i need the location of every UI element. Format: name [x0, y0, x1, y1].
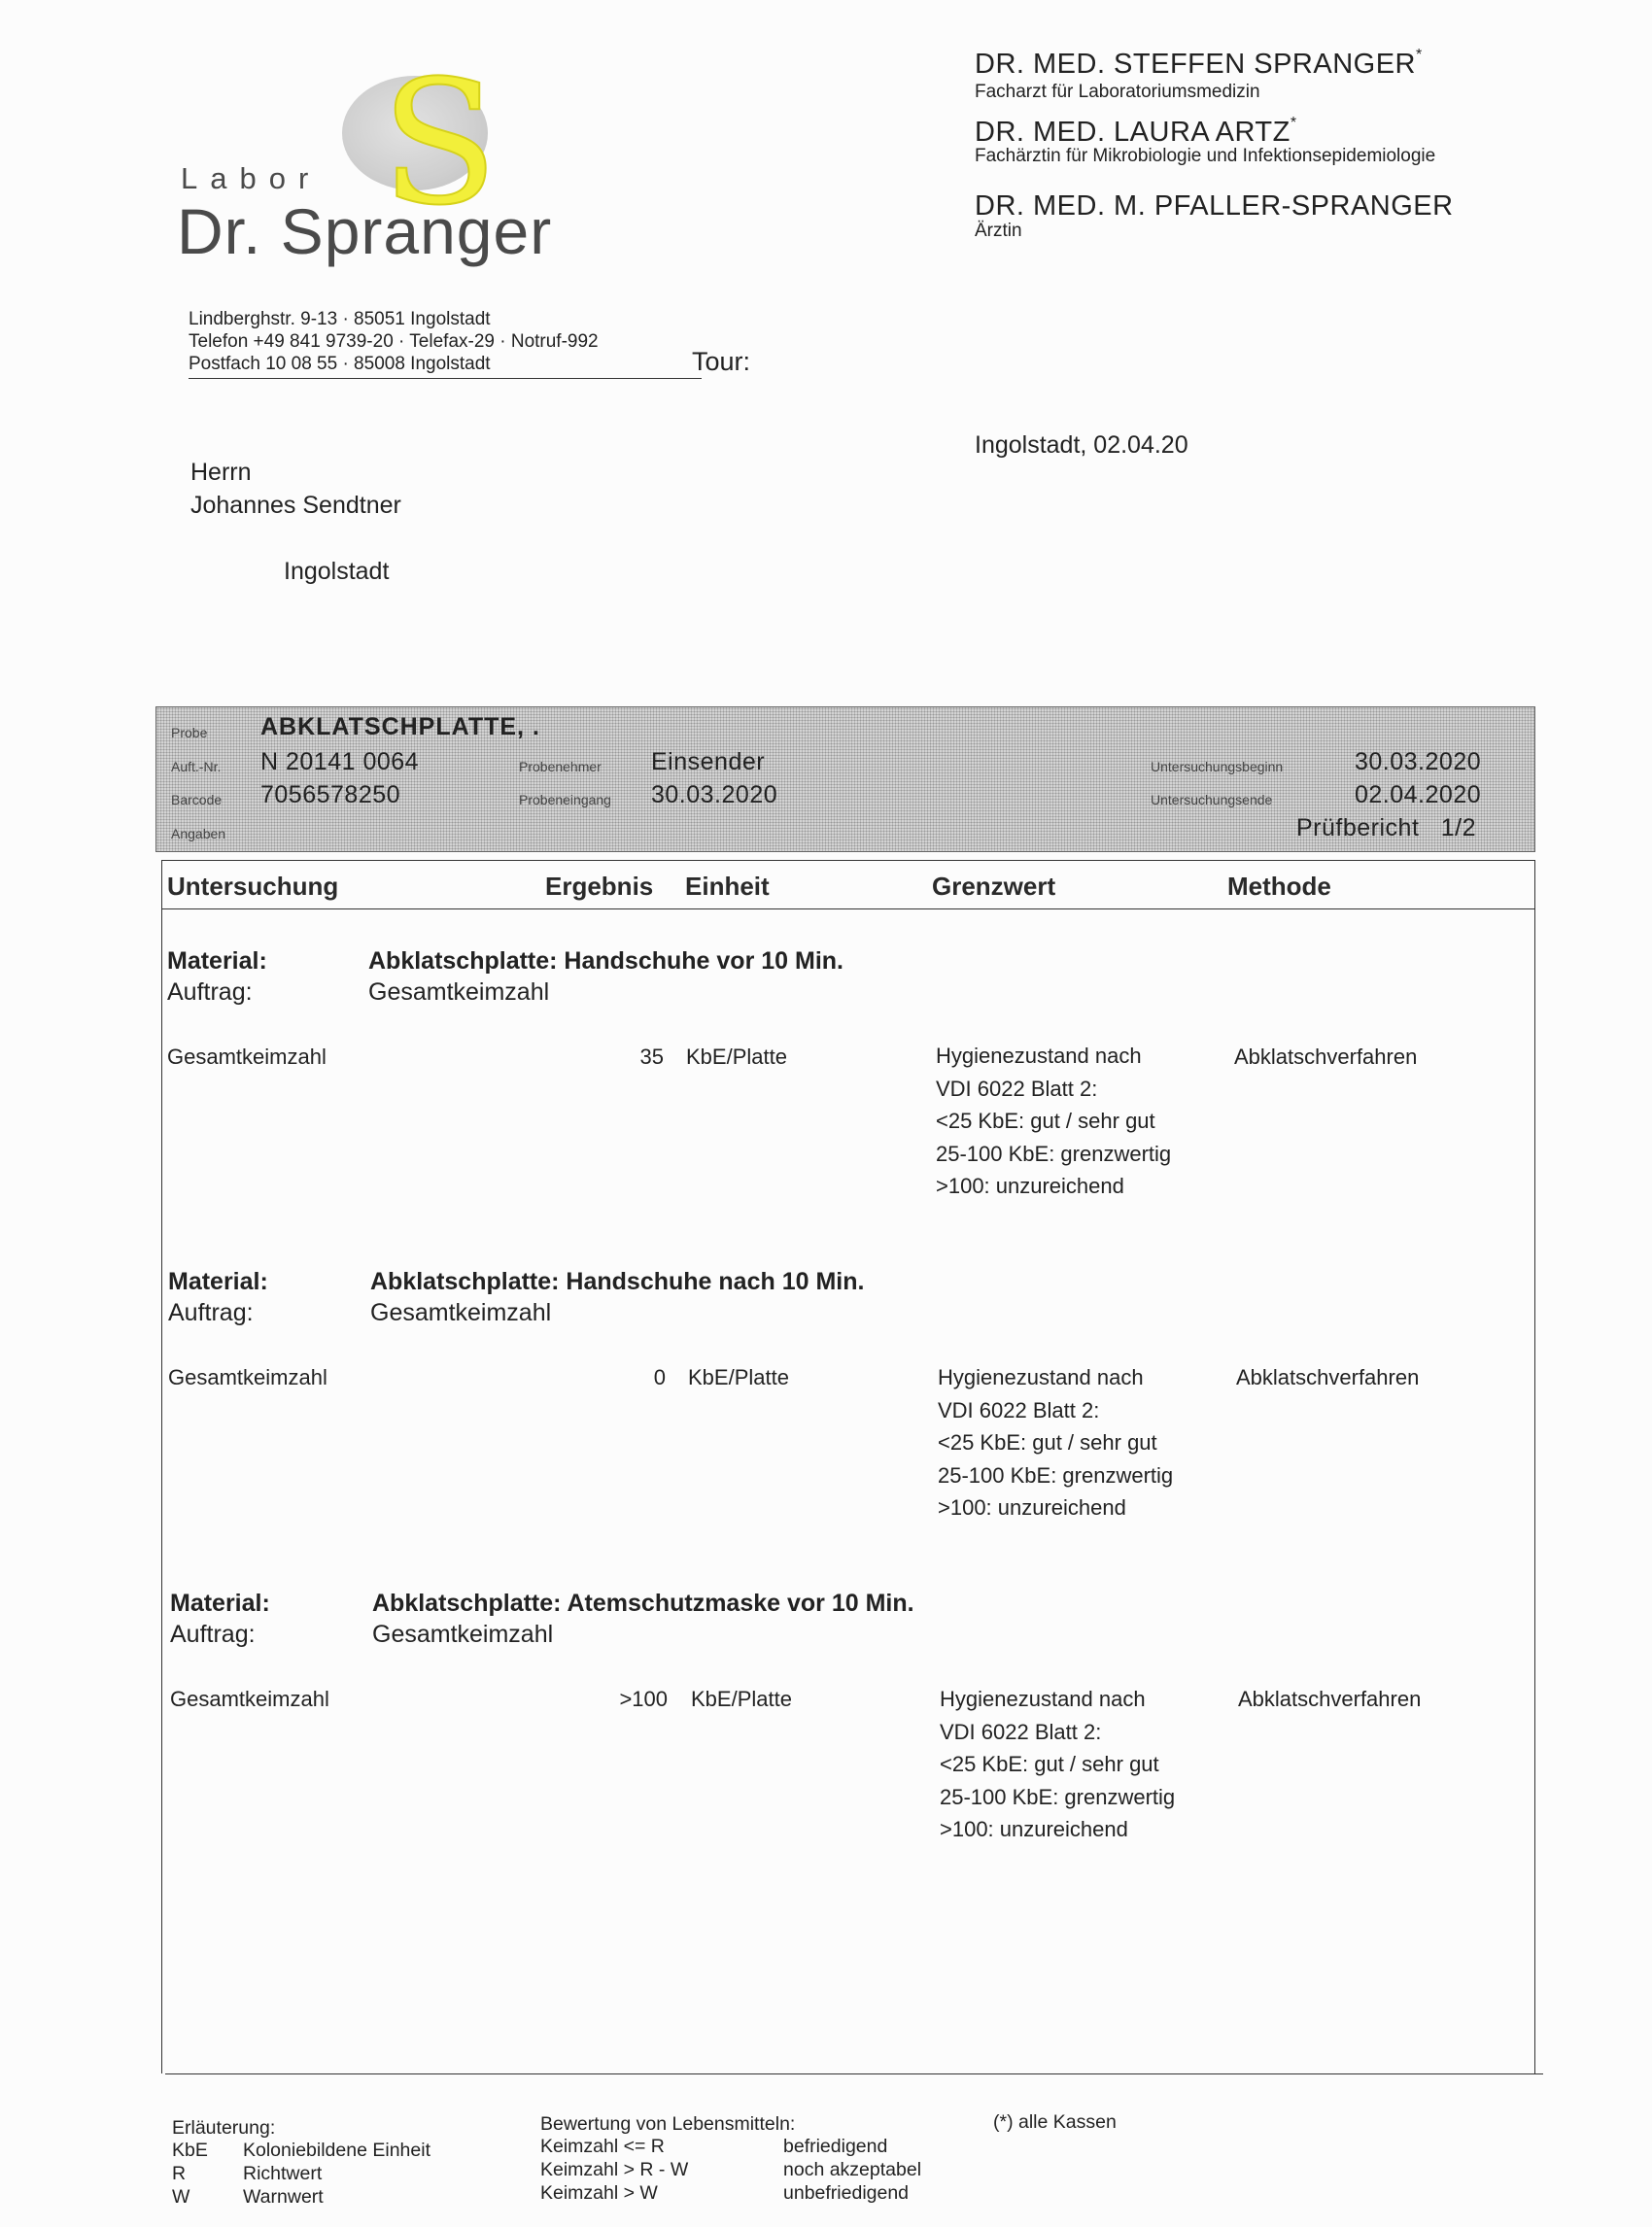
beginn-value: 30.03.2020 [1355, 748, 1482, 775]
block-1-auftrag-label: Auftrag: [167, 978, 253, 1006]
block-3-limit-3: <25 KbE: gut / sehr gut [940, 1752, 1159, 1776]
block-1-material: Abklatschplatte: Handschuhe vor 10 Min. [368, 947, 843, 975]
logo-monogram: S [381, 44, 499, 243]
results-frame-bottom [165, 2073, 1543, 2074]
address-line-3: Postfach 10 08 55 · 85008 Ingolstadt [189, 354, 491, 374]
col-header-line [161, 908, 1535, 909]
results-frame [161, 860, 1535, 2073]
block-3-test: Gesamtkeimzahl [170, 1687, 329, 1711]
rating-title: Bewertung von Lebensmitteln: [540, 2113, 796, 2135]
block-1-limit-2: VDI 6022 Blatt 2: [936, 1076, 1098, 1101]
doctor-1-name: DR. MED. STEFFEN SPRANGER [975, 49, 1416, 80]
block-2-test: Gesamtkeimzahl [168, 1365, 327, 1389]
block-3-material-label: Material: [170, 1590, 270, 1617]
logo-word-labor: Labor [181, 161, 322, 195]
block-1-material-label: Material: [167, 947, 267, 975]
ende-value: 02.04.2020 [1355, 781, 1482, 808]
rating-3-text: unbefriedigend [783, 2182, 910, 2204]
pruefbericht: Prüfbericht 1/2 [1296, 814, 1476, 841]
block-2-method: Abklatschverfahren [1236, 1365, 1420, 1389]
doctor-3-name: DR. MED. M. PFALLER-SPRANGER [975, 190, 1454, 222]
probe-label: Probe [171, 725, 208, 740]
col-untersuchung: Untersuchung [167, 872, 339, 901]
block-3-limit-2: VDI 6022 Blatt 2: [940, 1719, 1102, 1744]
legend-1-text: Koloniebildene Einheit [243, 2140, 430, 2161]
block-2-limit-1: Hygienezustand nach [938, 1365, 1144, 1389]
doctor-3-title: Ärztin [975, 221, 1022, 241]
block-1-unit: KbE/Platte [686, 1045, 787, 1069]
block-2-limit-4: 25-100 KbE: grenzwertig [938, 1462, 1174, 1488]
legend-2-text: Richtwert [243, 2163, 323, 2184]
address-line-2: Telefon +49 841 9739-20 · Telefax-29 · Notruf-992 [189, 331, 599, 352]
block-1-limit-4: 25-100 KbE: grenzwertig [936, 1141, 1172, 1166]
block-3-material: Abklatschplatte: Atemschutzmaske vor 10 Min. [372, 1590, 914, 1617]
block-2-unit: KbE/Platte [688, 1365, 789, 1389]
rating-2-text: noch akzeptabel [783, 2159, 922, 2180]
ende-label: Untersuchungsende [1151, 792, 1273, 807]
block-1-limit-1: Hygienezustand nach [936, 1044, 1142, 1068]
block-2-limit-5: >100: unzureichend [938, 1495, 1126, 1520]
rating-1-text: befriedigend [783, 2136, 888, 2157]
probenehmer-label: Probenehmer [519, 759, 602, 774]
block-2-material: Abklatschplatte: Handschuhe nach 10 Min. [370, 1268, 865, 1295]
date-place: Ingolstadt, 02.04.20 [975, 431, 1188, 459]
block-2-result: 0 [653, 1365, 666, 1389]
legend-title: Erläuterung: [172, 2117, 276, 2139]
doctor-2-title: Fachärztin für Mikrobiologie und Infektionsepidemiologie [975, 146, 1436, 166]
col-methode: Methode [1227, 872, 1331, 901]
block-1-result: 35 [639, 1045, 664, 1069]
doctor-1 [975, 49, 1423, 103]
block-2-auftrag-label: Auftrag: [168, 1299, 254, 1326]
legend-3-text: Warnwert [243, 2186, 324, 2208]
block-1-limit-3: <25 KbE: gut / sehr gut [936, 1109, 1155, 1133]
block-2-limits [938, 1361, 1173, 1525]
block-2-limit-2: VDI 6022 Blatt 2: [938, 1397, 1100, 1422]
probe-value: ABKLATSCHPLATTE, . [260, 713, 540, 740]
address-line-1: Lindberghstr. 9-13 · 85051 Ingolstadt [189, 309, 491, 329]
rating-2-cond: Keimzahl > R - W [540, 2159, 689, 2180]
col-grenzwert: Grenzwert [932, 872, 1056, 901]
recipient-city: Ingolstadt [284, 558, 390, 585]
doctor-1-title: Facharzt für Laboratoriumsmedizin [975, 82, 1260, 102]
rating-3-cond: Keimzahl > W [540, 2182, 658, 2204]
barcode-label: Barcode [171, 792, 223, 807]
recipient-salutation: Herrn [190, 459, 252, 486]
block-1-limits [936, 1040, 1171, 1203]
probenehmer-value: Einsender [651, 748, 766, 775]
block-3-auftrag: Gesamtkeimzahl [372, 1621, 554, 1648]
block-1-auftrag: Gesamtkeimzahl [368, 978, 550, 1006]
block-3-limits [940, 1683, 1175, 1846]
block-3-auftrag-label: Auftrag: [170, 1621, 256, 1648]
block-1-limit-5: >100: unzureichend [936, 1174, 1124, 1198]
block-2-limit-3: <25 KbE: gut / sehr gut [938, 1430, 1157, 1455]
col-ergebnis: Ergebnis [545, 872, 654, 901]
legend-1-abbr: KbE [172, 2140, 208, 2161]
doctor-2-name: DR. MED. LAURA ARTZ [975, 117, 1291, 148]
auft-value: N 20141 0064 [260, 748, 420, 775]
barcode-value: 7056578250 [260, 781, 401, 808]
logo-word-main: Dr. Spranger [177, 195, 553, 267]
probeneingang-label: Probeneingang [519, 792, 611, 807]
recipient-name: Johannes Sendtner [190, 492, 401, 519]
tour-label: Tour: [692, 347, 751, 376]
block-3-limit-1: Hygienezustand nach [940, 1687, 1146, 1711]
legend-2-abbr: R [172, 2163, 187, 2184]
block-1-method: Abklatschverfahren [1234, 1045, 1418, 1069]
block-3-limit-5: >100: unzureichend [940, 1817, 1128, 1841]
auft-label: Auft.-Nr. [171, 759, 222, 774]
block-3-limit-4: 25-100 KbE: grenzwertig [940, 1784, 1176, 1809]
col-einheit: Einheit [685, 872, 770, 901]
address-underline [189, 378, 702, 379]
doctor-2-star: * [1290, 115, 1297, 131]
probeneingang-value: 30.03.2020 [651, 781, 778, 808]
block-3-method: Abklatschverfahren [1238, 1687, 1422, 1711]
footer-note: (*) alle Kassen [993, 2111, 1117, 2133]
block-2-material-label: Material: [168, 1268, 268, 1295]
block-3-result: >100 [619, 1687, 668, 1711]
block-1-test: Gesamtkeimzahl [167, 1045, 327, 1069]
doctor-2 [975, 117, 1435, 167]
beginn-label: Untersuchungsbeginn [1151, 759, 1284, 774]
block-3-unit: KbE/Platte [691, 1687, 792, 1711]
legend-3-abbr: W [172, 2186, 190, 2208]
block-2-auftrag: Gesamtkeimzahl [370, 1299, 552, 1326]
doctor-1-star: * [1416, 47, 1423, 63]
rating-1-cond: Keimzahl <= R [540, 2136, 665, 2157]
angaben-label: Angaben [171, 826, 226, 841]
doctor-3 [975, 190, 1454, 242]
